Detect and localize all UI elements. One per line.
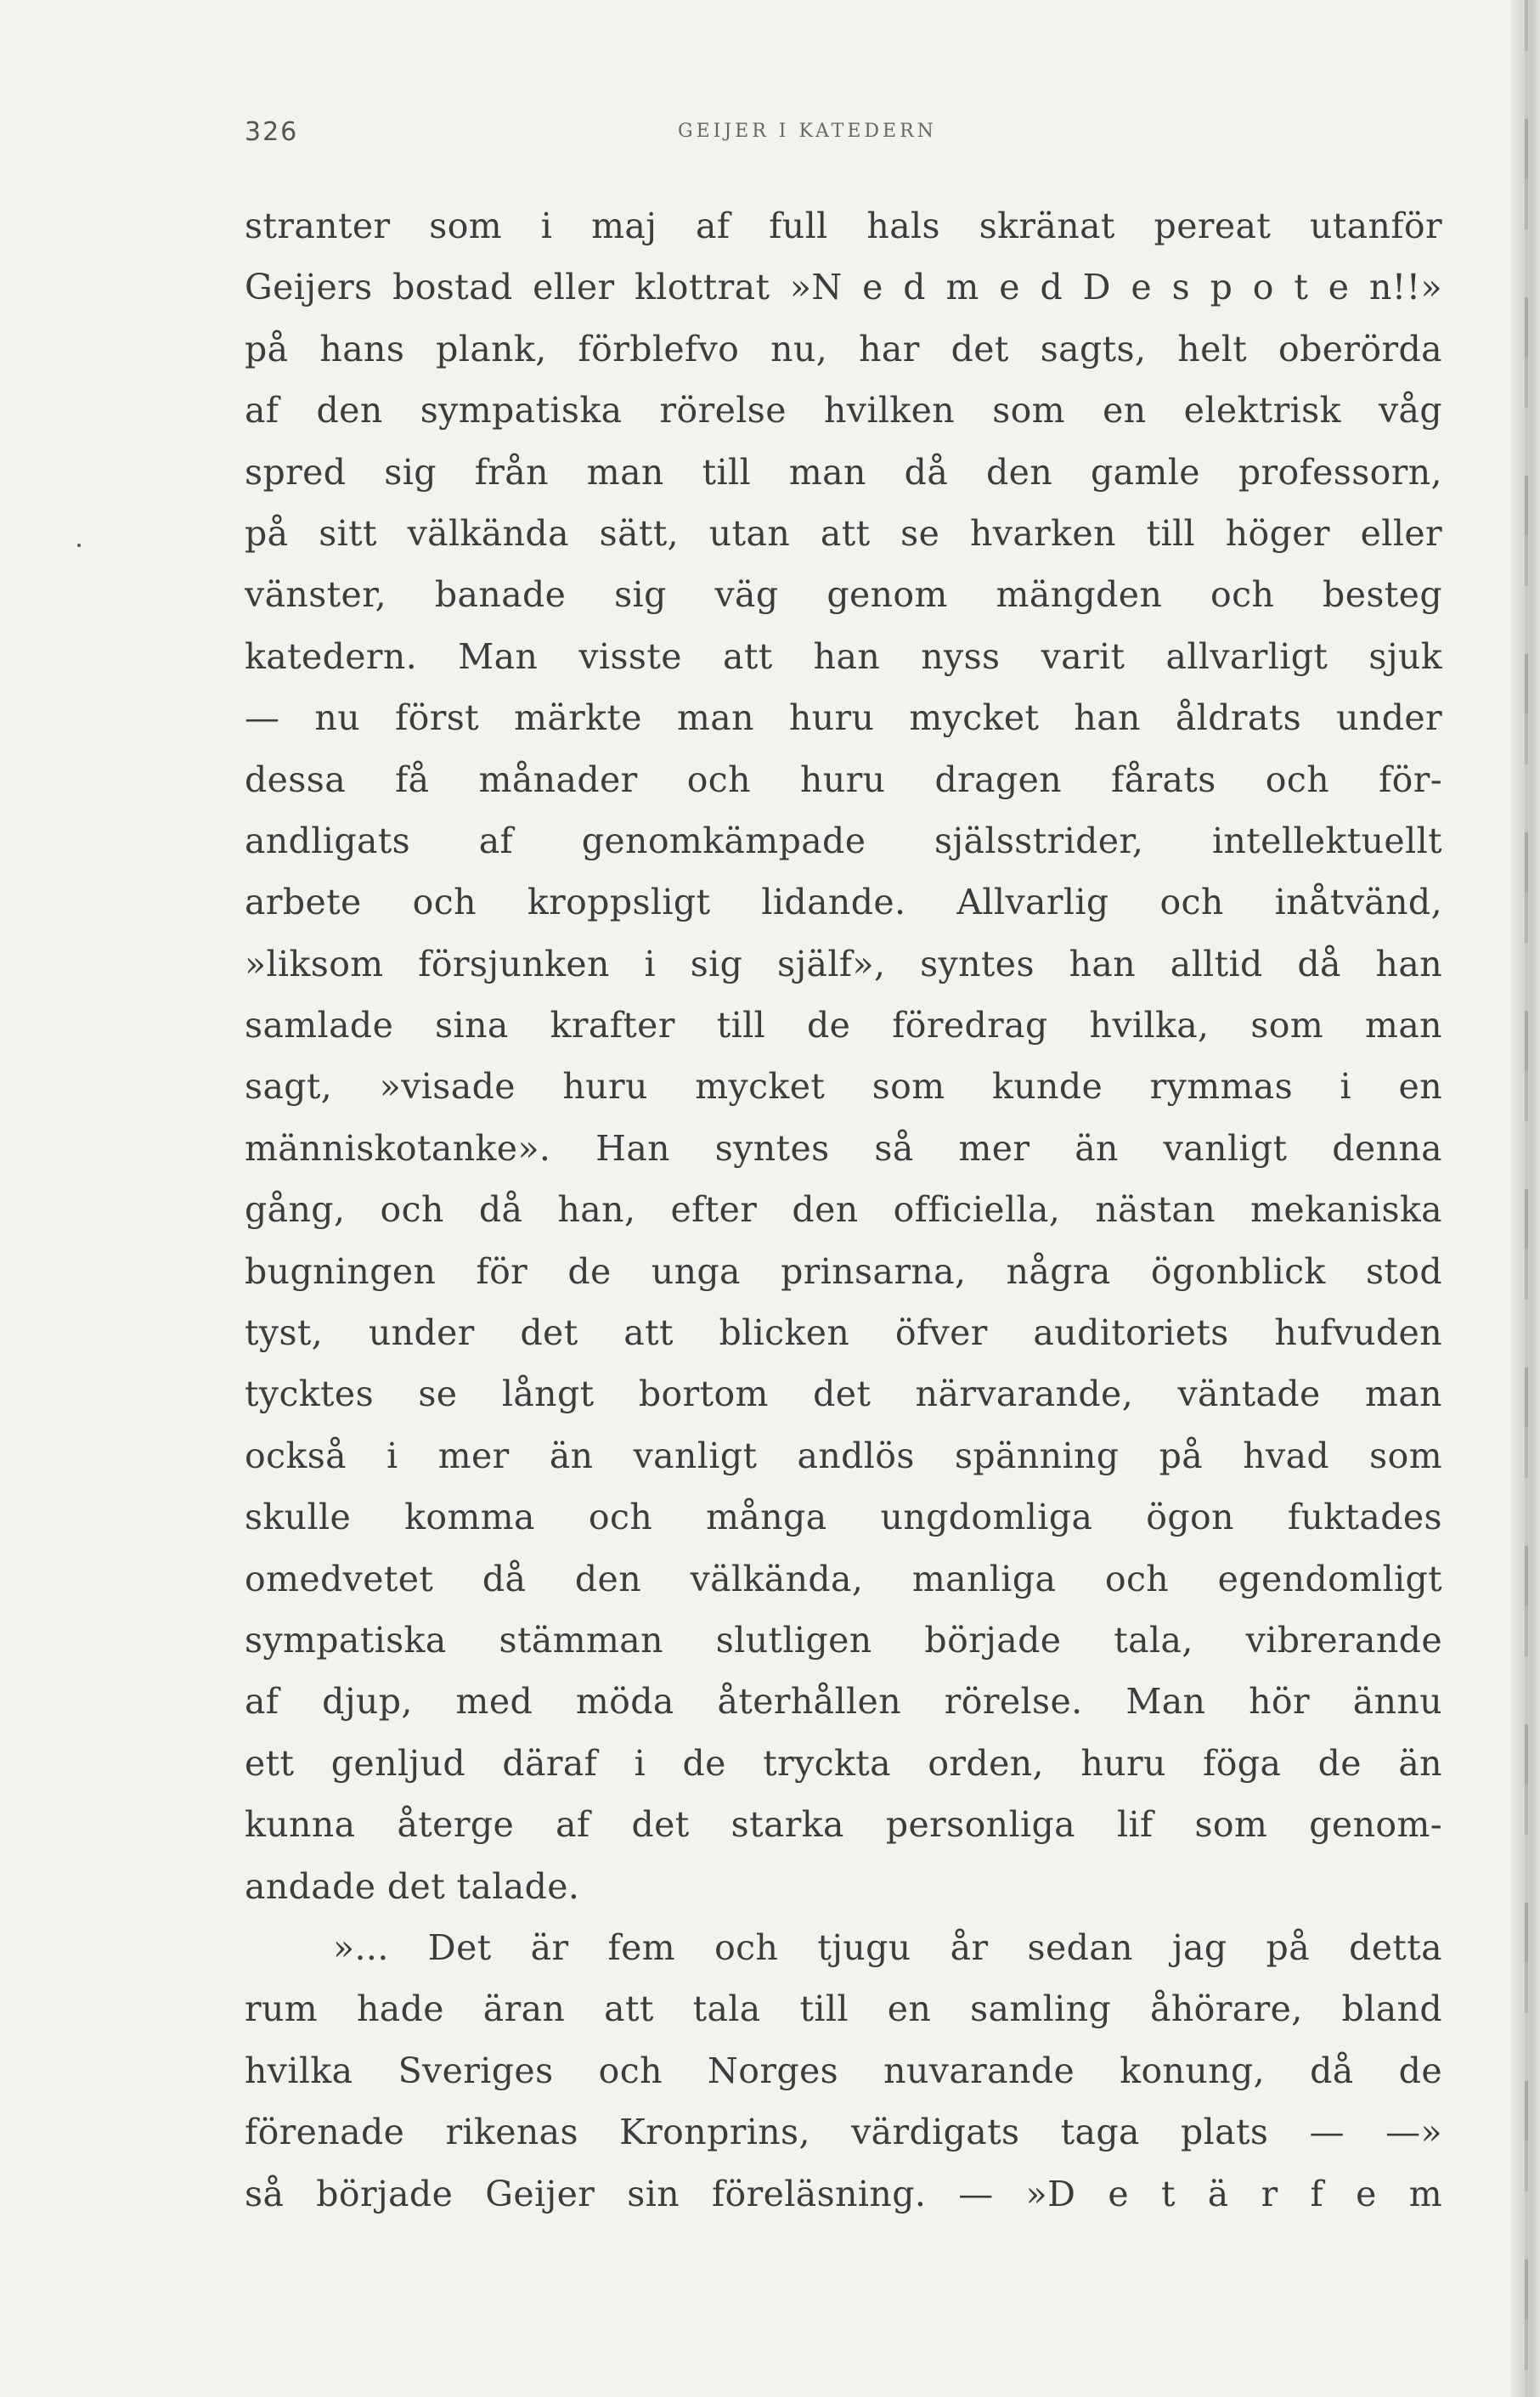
running-head: GEIJER I KATEDERN — [678, 121, 937, 142]
text-line: af den sympatiska rörelse hvilken som en elektrisk våg — [245, 390, 1442, 431]
text-line: katedern. Man visste att han nyss varit allvarligt sjuk — [245, 635, 1442, 677]
text-line: spred sig från man till man då den gamle professorn, — [245, 451, 1442, 493]
text-line: dessa få månader och huru dragen fårats och för- — [245, 759, 1442, 800]
text-line: — nu först märkte man huru mycket han åldrats under — [245, 697, 1442, 739]
text-line: kunna återge af det starka personliga lif som genom- — [245, 1804, 1442, 1846]
ink-speck — [77, 544, 81, 547]
text-line: hvilka Sveriges och Norges nuvarande konung, då de — [245, 2050, 1442, 2091]
text-line: rum hade äran att tala till en samling åhörare, bland — [245, 1988, 1442, 2030]
text-line: ett genljud däraf i de tryckta orden, huru föga de än — [245, 1742, 1442, 1784]
text-line: på hans plank, förblefvo nu, har det sagts, helt oberörda — [245, 328, 1442, 369]
text-line: bugningen för de unga prinsarna, några ögonblick stod — [245, 1250, 1442, 1292]
text-line: på sitt välkända sätt, utan att se hvarken till höger eller — [245, 512, 1442, 554]
page-number: 326 — [245, 117, 299, 147]
paragraph-end-line: andade det talade. — [245, 1865, 580, 1907]
body-text — [245, 195, 1442, 2225]
text-line: af djup, med möda återhållen rörelse. Man hör ännu — [245, 1681, 1442, 1723]
page-edge-binding — [1525, 0, 1528, 2397]
text-line: tyst, under det att blicken öfver auditoriets hufvuden — [245, 1312, 1442, 1354]
text-line: sympatiska stämman slutligen började tala, vibrerande — [245, 1619, 1442, 1661]
text-line: andligats af genomkämpade själsstrider, intellektuellt — [245, 820, 1442, 861]
text-line: »liksom försjunken i sig själf», syntes han alltid då han — [245, 943, 1442, 984]
text-line: människotanke». Han syntes så mer än vanligt denna — [245, 1127, 1442, 1169]
text-line: Geijers bostad eller klottrat »N e d m e d D e s p o t e n!!» — [245, 267, 1442, 308]
text-line: också i mer än vanligt andlös spänning på hvad som — [245, 1435, 1442, 1476]
text-line: så började Geijer sin föreläsning. — »D e t ä r f e m — [245, 2173, 1442, 2214]
text-line: förenade rikenas Kronprins, värdigats taga plats — —» — [245, 2112, 1442, 2153]
text-line: omedvetet då den välkända, manliga och egendomligt — [245, 1558, 1442, 1599]
page-header — [245, 117, 1026, 151]
text-line: samlade sina krafter till de föredrag hvilka, som man — [245, 1005, 1442, 1046]
text-line: sagt, »visade huru mycket som kunde rymmas i en — [245, 1066, 1442, 1108]
paragraph-start-line: »... Det är fem och tjugu år sedan jag på detta — [333, 1926, 1442, 1968]
text-line: stranter som i maj af full hals skränat pereat utanför — [245, 206, 1442, 246]
text-line: vänster, banade sig väg genom mängden och besteg — [245, 574, 1442, 616]
text-line: gång, och då han, efter den officiella, nästan mekaniska — [245, 1189, 1442, 1231]
text-line: skulle komma och många ungdomliga ögon fuktades — [245, 1497, 1442, 1538]
text-line: arbete och kroppsligt lidande. Allvarlig och inåtvänd, — [245, 882, 1442, 923]
text-line: tycktes se långt bortom det närvarande, väntade man — [245, 1373, 1442, 1415]
